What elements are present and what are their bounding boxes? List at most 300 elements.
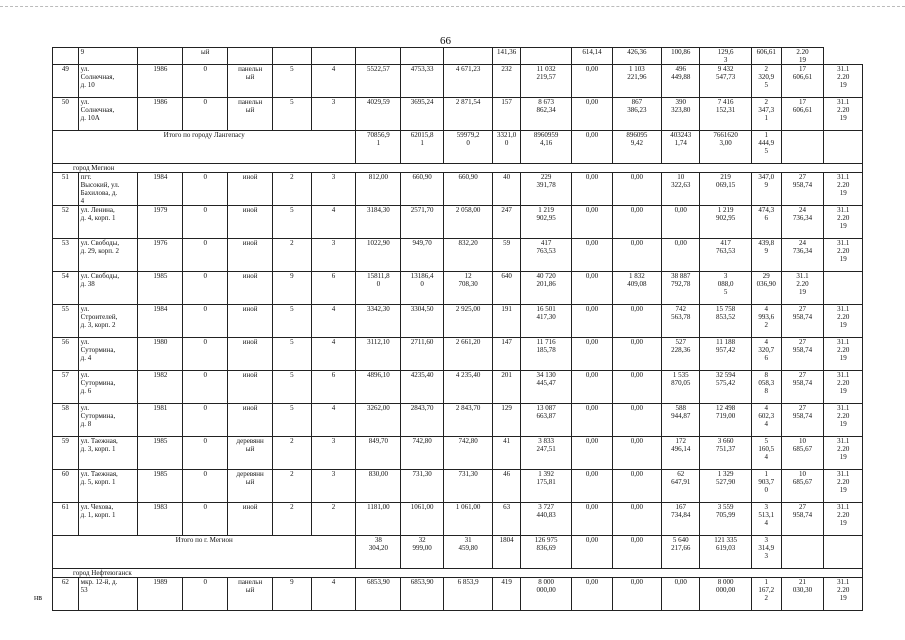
table-cell: 34 130 445,47 — [520, 371, 571, 404]
table-cell: 31.1 2.20 19 — [824, 338, 863, 371]
table-cell: 0 — [183, 206, 228, 239]
table-cell: 61 — [53, 503, 79, 536]
table-cell: 0,00 — [572, 338, 613, 371]
table-cell: 0,00 — [612, 173, 661, 206]
table-cell: 38 304,20 — [356, 536, 401, 569]
table-cell — [781, 131, 824, 164]
table-cell: 40 720 201,86 — [520, 272, 571, 305]
table-cell: 1 535 870,05 — [661, 371, 699, 404]
table-cell: 3321,0 0 — [493, 131, 521, 164]
table-cell: 0 — [183, 65, 228, 98]
table-cell: 1804 — [493, 536, 521, 569]
table-cell: 0 — [183, 338, 228, 371]
table-cell: 0,00 — [612, 470, 661, 503]
table-cell: 867 386,23 — [612, 98, 661, 131]
table-cell: 0,00 — [612, 536, 661, 569]
table-cell: 1 103 221,96 — [612, 65, 661, 98]
table-cell: 6 — [311, 272, 356, 305]
table-total-row — [53, 536, 863, 569]
table-cell: 0,00 — [572, 503, 613, 536]
table-cell: 0,00 — [612, 338, 661, 371]
table-cell: 417 763,53 — [700, 239, 751, 272]
table-cell: 4 320,7 6 — [751, 338, 781, 371]
table-cell: 4 — [311, 404, 356, 437]
table-cell: 1 219 902,95 — [520, 206, 571, 239]
table-cell: 0 — [183, 470, 228, 503]
table-cell: 0,00 — [612, 503, 661, 536]
table-cell: 5 — [273, 404, 311, 437]
table-cell: иной — [228, 206, 273, 239]
table-cell: 2 — [273, 173, 311, 206]
table-row — [53, 371, 863, 404]
table-cell: 742 563,78 — [661, 305, 699, 338]
table-cell: ул. Чехова, д. 1, корп. 1 — [78, 503, 138, 536]
table-cell: 50 — [53, 98, 79, 131]
table-cell: 3 513,1 4 — [751, 503, 781, 536]
table-cell: 4 — [311, 65, 356, 98]
table-cell: 62 647,91 — [661, 470, 699, 503]
table-cell: 417 763,53 — [520, 239, 571, 272]
table-cell: 157 — [493, 98, 521, 131]
table-cell: 53 — [53, 239, 79, 272]
table-cell: 56 — [53, 338, 79, 371]
table-cell: 0,00 — [572, 536, 613, 569]
table-cell: 1979 — [138, 206, 183, 239]
table-cell: 9 — [78, 48, 138, 65]
table-cell: 12 708,30 — [444, 272, 493, 305]
table-cell: 3 — [311, 470, 356, 503]
table-cell: 31.1 2.20 19 — [824, 65, 863, 98]
table-cell: 4 993,6 2 — [751, 305, 781, 338]
table-cell: 4 — [311, 305, 356, 338]
table-section-row — [53, 164, 863, 173]
table-cell: 1 832 409,08 — [612, 272, 661, 305]
table-cell: 3 660 751,37 — [700, 437, 751, 470]
table-cell: 1980 — [138, 338, 183, 371]
table-cell: ул. Ленина, д. 4, корп. 1 — [78, 206, 138, 239]
table-cell: 49 — [53, 65, 79, 98]
table-cell: 201 — [493, 371, 521, 404]
table-cell: панельн ый — [228, 65, 273, 98]
table-cell: 31.1 2.20 19 — [824, 239, 863, 272]
table-cell: 172 496,14 — [661, 437, 699, 470]
table-cell: 129,6 3 — [700, 48, 751, 65]
table-cell: пгт. Высокий, ул. Бахилова, д. 4 — [78, 173, 138, 206]
table-cell: 4 — [311, 206, 356, 239]
table-cell: 32 999,00 — [401, 536, 444, 569]
table-cell: ый — [183, 48, 228, 65]
table-cell: 3112,10 — [356, 338, 401, 371]
table-cell: 46 — [493, 470, 521, 503]
table-cell: 1976 — [138, 239, 183, 272]
table-cell: 3304,50 — [401, 305, 444, 338]
table-cell: деревянн ый — [228, 437, 273, 470]
table-cell: 3 — [311, 239, 356, 272]
table-cell: 2571,70 — [401, 206, 444, 239]
table-cell: 832,20 — [444, 239, 493, 272]
table-cell: ул. Сутормина, д. 6 — [78, 371, 138, 404]
table-cell — [311, 48, 356, 65]
table-cell: 191 — [493, 305, 521, 338]
table-cell: 1 444,9 5 — [751, 131, 781, 164]
table-cell: 10 685,67 — [781, 437, 824, 470]
table-cell: 17 606,61 — [781, 98, 824, 131]
table-cell: 31.1 2.20 19 — [824, 578, 863, 611]
table-cell: 58 — [53, 404, 79, 437]
table-cell: 1985 — [138, 272, 183, 305]
table-cell: 2 661,20 — [444, 338, 493, 371]
table-cell: 0,00 — [612, 578, 661, 611]
table-cell: 0 — [183, 239, 228, 272]
table-cell: 60 — [53, 470, 79, 503]
table-cell: 1989 — [138, 578, 183, 611]
table-cell: 63 — [493, 503, 521, 536]
table-cell: 1181,00 — [356, 503, 401, 536]
table-cell: 6 — [311, 371, 356, 404]
page-number: 66 — [440, 35, 451, 47]
table-cell: 31.1 2.20 19 — [824, 305, 863, 338]
table-cell: 4 602,3 4 — [751, 404, 781, 437]
table-cell — [356, 48, 401, 65]
table-cell: 4896,10 — [356, 371, 401, 404]
table-cell: 742,80 — [401, 437, 444, 470]
table-cell — [273, 48, 311, 65]
table-cell: иной — [228, 173, 273, 206]
table-cell — [781, 536, 824, 569]
table-cell: 2 — [273, 239, 311, 272]
table-cell: 8 000 000,00 — [700, 578, 751, 611]
table-cell: 2 925,00 — [444, 305, 493, 338]
table-cell: 62015,8 1 — [401, 131, 444, 164]
table-cell: 4 235,40 — [444, 371, 493, 404]
table-cell: 31.1 2.20 19 — [824, 404, 863, 437]
table-cell: 126 975 836,69 — [520, 536, 571, 569]
table-cell: 2 — [273, 503, 311, 536]
table-cell: 1985 — [138, 470, 183, 503]
table-cell: 0,00 — [572, 173, 613, 206]
table-cell: 13186,4 0 — [401, 272, 444, 305]
table-row — [53, 98, 863, 131]
table-row — [53, 48, 863, 65]
table-cell: 0,00 — [612, 206, 661, 239]
table-row — [53, 470, 863, 503]
table-cell: 54 — [53, 272, 79, 305]
table-cell: 16 501 417,30 — [520, 305, 571, 338]
table-cell: 0,00 — [572, 371, 613, 404]
table-cell: 100,86 — [661, 48, 699, 65]
table-cell: 8960959 4,16 — [520, 131, 571, 164]
housing-register-table — [52, 47, 863, 611]
table-row — [53, 239, 863, 272]
table-cell: 0,00 — [612, 404, 661, 437]
table-cell: ул. Солнечная, д. 10А — [78, 98, 138, 131]
table-cell: 55 — [53, 305, 79, 338]
table-cell: 27 958,74 — [781, 371, 824, 404]
table-cell: 27 958,74 — [781, 404, 824, 437]
table-cell: 129 — [493, 404, 521, 437]
table-cell: 2 — [273, 470, 311, 503]
table-cell: 496 449,88 — [661, 65, 699, 98]
table-cell: 0,00 — [572, 131, 613, 164]
table-row — [53, 338, 863, 371]
table-cell: 0 — [183, 503, 228, 536]
table-cell: 0,00 — [612, 437, 661, 470]
table-cell: 0 — [183, 305, 228, 338]
table-cell: 849,70 — [356, 437, 401, 470]
table-cell: 419 — [493, 578, 521, 611]
table-cell: 4 — [311, 338, 356, 371]
table-cell: 1 219 902,95 — [700, 206, 751, 239]
table-cell: ул. Сутормина, д. 8 — [78, 404, 138, 437]
table-cell: 27 958,74 — [781, 305, 824, 338]
table-cell: 3 314,9 3 — [751, 536, 781, 569]
table-cell: 13 087 663,87 — [520, 404, 571, 437]
table-cell: 2711,60 — [401, 338, 444, 371]
table-cell: 660,90 — [444, 173, 493, 206]
table-cell: 2 — [311, 503, 356, 536]
table-cell: 1061,00 — [401, 503, 444, 536]
table-row — [53, 437, 863, 470]
table-row — [53, 65, 863, 98]
table-cell: 5522,57 — [356, 65, 401, 98]
table-cell: 3342,30 — [356, 305, 401, 338]
table-cell: 5 160,5 4 — [751, 437, 781, 470]
table-cell: ул. Строителей, д. 3, корп. 2 — [78, 305, 138, 338]
table-cell: 2 058,00 — [444, 206, 493, 239]
table-cell: 2 347,3 1 — [751, 98, 781, 131]
table-cell — [401, 48, 444, 65]
table-cell — [824, 131, 863, 164]
table-cell: 121 335 619,03 — [700, 536, 751, 569]
table-cell: 0,00 — [612, 305, 661, 338]
table-cell: 4753,33 — [401, 65, 444, 98]
table-cell: 640 — [493, 272, 521, 305]
table-cell: 1986 — [138, 65, 183, 98]
table-cell: 27 958,74 — [781, 503, 824, 536]
section-title: город Нефтеюганск — [53, 569, 863, 578]
table-cell: 4235,40 — [401, 371, 444, 404]
table-cell: 3 — [311, 437, 356, 470]
table-cell: 0 — [183, 98, 228, 131]
table-cell: мкр. 12-й, д. 53 — [78, 578, 138, 611]
table-cell: иной — [228, 305, 273, 338]
table-cell: иной — [228, 503, 273, 536]
table-cell: 59979,2 0 — [444, 131, 493, 164]
table-cell: 8 000 000,00 — [520, 578, 571, 611]
table-cell — [444, 48, 493, 65]
table-cell — [228, 48, 273, 65]
table-cell: 4 — [311, 578, 356, 611]
table-cell: 147 — [493, 338, 521, 371]
table-cell: 0,00 — [572, 98, 613, 131]
top-edge-line — [0, 6, 905, 7]
table-cell: 0,00 — [572, 404, 613, 437]
table-cell: 2 871,54 — [444, 98, 493, 131]
table-cell: 70856,9 1 — [356, 131, 401, 164]
table-cell: 5 — [273, 65, 311, 98]
table-cell: 6853,90 — [401, 578, 444, 611]
table-cell: 0,00 — [572, 437, 613, 470]
table-cell: 15 758 853,52 — [700, 305, 751, 338]
table-cell: 0,00 — [661, 578, 699, 611]
table-cell: 52 — [53, 206, 79, 239]
table-cell: 0 — [183, 578, 228, 611]
table-cell: 0,00 — [661, 206, 699, 239]
table-cell: 7 416 152,31 — [700, 98, 751, 131]
table-cell: 41 — [493, 437, 521, 470]
table-cell: 51 — [53, 173, 79, 206]
table-cell: 4029,59 — [356, 98, 401, 131]
table-cell: 896095 9,42 — [612, 131, 661, 164]
table-cell — [138, 48, 183, 65]
table-cell: 0 — [183, 404, 228, 437]
table-cell: 9 — [273, 578, 311, 611]
table-cell — [53, 48, 79, 65]
table-cell: иной — [228, 272, 273, 305]
table-cell: 1984 — [138, 173, 183, 206]
table-cell: 10 322,63 — [661, 173, 699, 206]
table-cell: 11 188 957,42 — [700, 338, 751, 371]
table-cell: 31 459,80 — [444, 536, 493, 569]
table-cell: 15811,8 0 — [356, 272, 401, 305]
table-cell: ул. Сутормина, д. 4 — [78, 338, 138, 371]
table-cell: 1 903,7 0 — [751, 470, 781, 503]
table-cell: 660,90 — [401, 173, 444, 206]
table-cell: 59 — [493, 239, 521, 272]
table-cell: 24 736,34 — [781, 206, 824, 239]
table-cell: 31.1 2.20 19 — [824, 206, 863, 239]
table-cell: 219 069,15 — [700, 173, 751, 206]
table-cell: 11 032 219,57 — [520, 65, 571, 98]
table-cell: 5 — [273, 206, 311, 239]
table-cell: 1 329 527,90 — [700, 470, 751, 503]
table-section-row — [53, 569, 863, 578]
table-row — [53, 578, 863, 611]
table-cell: 606,61 — [751, 48, 781, 65]
table-cell: 38 887 792,78 — [661, 272, 699, 305]
table-cell: 0,00 — [572, 578, 613, 611]
table-cell: 3 559 705,99 — [700, 503, 751, 536]
table-cell: 11 716 185,78 — [520, 338, 571, 371]
table-cell: 1 392 175,81 — [520, 470, 571, 503]
table-cell: 2 — [273, 437, 311, 470]
table-cell: 31.1 2.20 19 — [824, 503, 863, 536]
table-row — [53, 272, 863, 305]
table-cell: 1984 — [138, 305, 183, 338]
table-cell: 12 498 719,00 — [700, 404, 751, 437]
table-cell: иной — [228, 338, 273, 371]
table-cell: 5 — [273, 371, 311, 404]
table-cell: 439,8 9 — [751, 239, 781, 272]
table-cell: 0,00 — [572, 65, 613, 98]
table-cell: ул. Таежная, д. 5, корп. 1 — [78, 470, 138, 503]
table-cell: 3 727 440,83 — [520, 503, 571, 536]
table-cell: 17 606,61 — [781, 65, 824, 98]
table-cell: 588 944,87 — [661, 404, 699, 437]
table-cell: 949,70 — [401, 239, 444, 272]
page-footnote: нв — [34, 593, 43, 602]
table-cell: 1 167,2 2 — [751, 578, 781, 611]
table-cell: ул. Свободы, д. 29, корп. 2 — [78, 239, 138, 272]
table-cell: 5 — [273, 338, 311, 371]
table-cell: 31.1 2.20 19 — [824, 98, 863, 131]
table-cell: 3 — [311, 98, 356, 131]
table-cell: 0,00 — [572, 272, 613, 305]
table-cell: 0 — [183, 173, 228, 206]
table-cell: 1982 — [138, 371, 183, 404]
table-cell: 0 — [183, 371, 228, 404]
table-cell: 232 — [493, 65, 521, 98]
table-cell: 0,00 — [572, 305, 613, 338]
table-cell: 31.1 2.20 19 — [824, 371, 863, 404]
table-cell: 3 — [311, 173, 356, 206]
table-cell: 426,36 — [612, 48, 661, 65]
table-cell: 9 — [273, 272, 311, 305]
table-total-row — [53, 131, 863, 164]
table-cell: 31.1 2.20 19 — [824, 470, 863, 503]
table-cell — [824, 536, 863, 569]
table-cell — [520, 48, 571, 65]
table-cell: 59 — [53, 437, 79, 470]
table-cell: 1983 — [138, 503, 183, 536]
table-row — [53, 206, 863, 239]
table-cell: 57 — [53, 371, 79, 404]
table-row — [53, 173, 863, 206]
table-cell: 742,80 — [444, 437, 493, 470]
table-cell: 5 — [273, 305, 311, 338]
table-row — [53, 404, 863, 437]
table-cell: 0,00 — [572, 470, 613, 503]
table-cell: иной — [228, 404, 273, 437]
table-cell: 2 843,70 — [444, 404, 493, 437]
table-cell: 31.1 2.20 19 — [824, 437, 863, 470]
table-cell: панельн ый — [228, 98, 273, 131]
table-cell: 4 671,23 — [444, 65, 493, 98]
table-cell: иной — [228, 371, 273, 404]
table-cell: 31.1 2.20 19 — [824, 173, 863, 206]
section-title: город Мегион — [53, 164, 863, 173]
table-cell: 2 320,9 5 — [751, 65, 781, 98]
table-cell: 6 853,9 — [444, 578, 493, 611]
table-cell: 0 — [183, 437, 228, 470]
table-cell: 24 736,34 — [781, 239, 824, 272]
table-cell: 5 640 217,66 — [661, 536, 699, 569]
table-cell: 27 958,74 — [781, 173, 824, 206]
table-cell: 731,30 — [444, 470, 493, 503]
table-cell: 27 958,74 — [781, 338, 824, 371]
table-cell: 3184,30 — [356, 206, 401, 239]
table-cell: 21 030,30 — [781, 578, 824, 611]
table-cell: 29 036,90 — [751, 272, 781, 305]
table-cell: ул. Солнечная, д. 10 — [78, 65, 138, 98]
table-cell: 7661620 3,00 — [700, 131, 751, 164]
table-cell: 1 061,00 — [444, 503, 493, 536]
table-cell: 0,00 — [572, 239, 613, 272]
table-cell: 2843,70 — [401, 404, 444, 437]
table-cell: 403243 1,74 — [661, 131, 699, 164]
table-cell: 3 833 247,51 — [520, 437, 571, 470]
table-cell: 1981 — [138, 404, 183, 437]
total-label: Итого по г. Мегион — [53, 536, 356, 569]
table-cell: 0,00 — [572, 206, 613, 239]
table-row — [53, 305, 863, 338]
table-cell: 390 323,80 — [661, 98, 699, 131]
table-cell: 0,00 — [612, 371, 661, 404]
table-cell: панельн ый — [228, 578, 273, 611]
table-cell: 0,00 — [661, 239, 699, 272]
table-cell: 229 391,78 — [520, 173, 571, 206]
table-cell: 1986 — [138, 98, 183, 131]
